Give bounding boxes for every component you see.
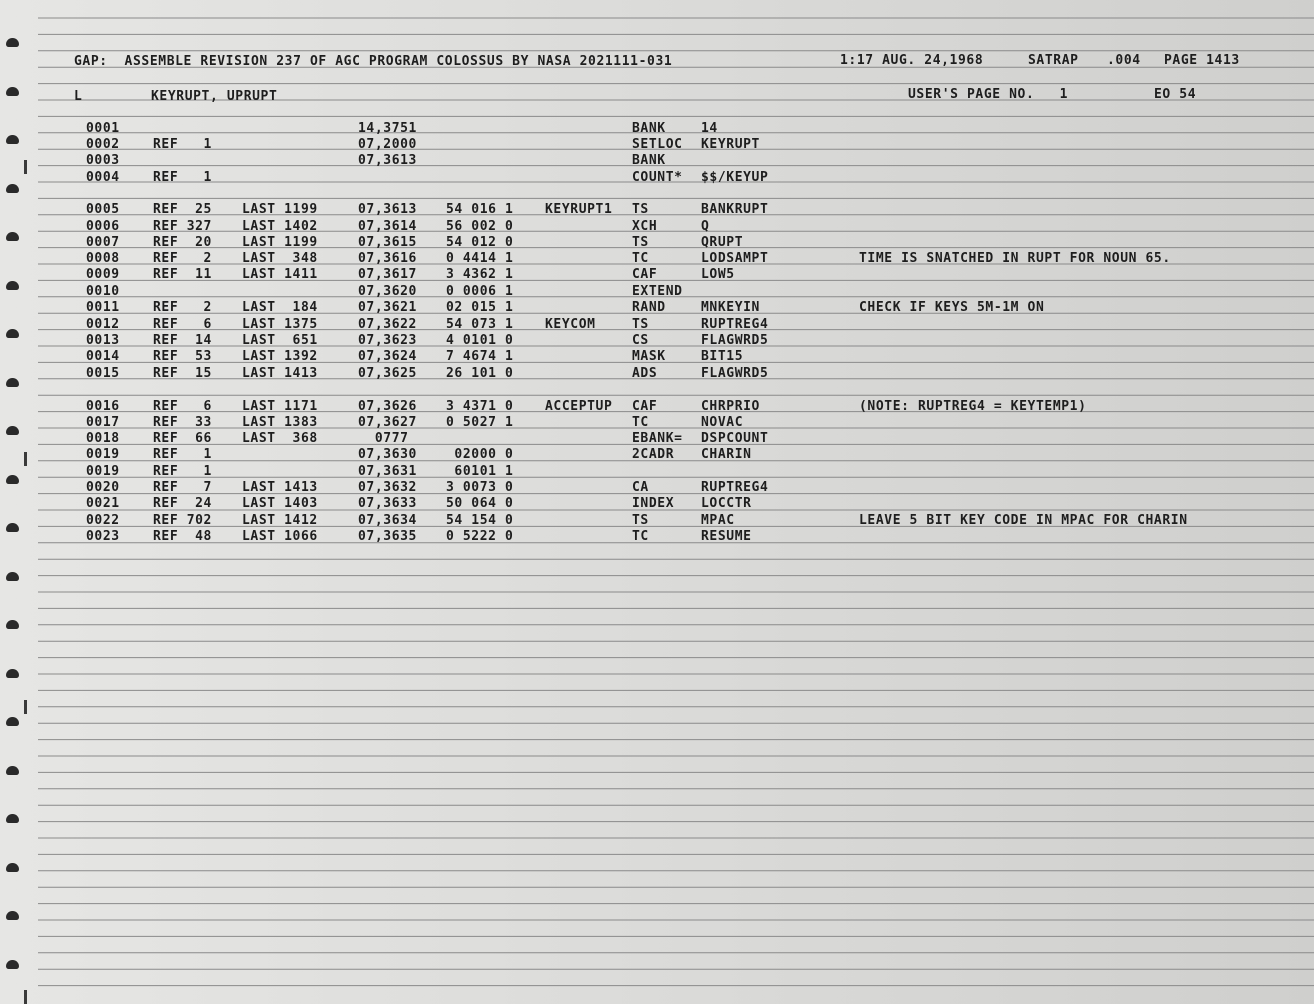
ref-count: REF 702 (153, 513, 212, 528)
object-word: 4 0101 0 (446, 333, 514, 348)
opcode: SETLOC (632, 137, 683, 152)
ref-count: REF 11 (153, 267, 212, 282)
object-word: 02 015 1 (446, 300, 514, 315)
feed-hole (6, 135, 19, 144)
address: 07,3613 (358, 202, 417, 217)
opcode: COUNT* (632, 170, 683, 185)
opcode: CA (632, 480, 649, 495)
opcode: INDEX (632, 496, 675, 511)
ref-count: REF 6 (153, 317, 212, 332)
feed-hole (6, 87, 19, 96)
opcode: EBANK= (632, 431, 683, 446)
ref-count: REF 6 (153, 399, 212, 414)
ref-count: REF 1 (153, 170, 212, 185)
address: 07,3621 (358, 300, 417, 315)
object-word: 3 4362 1 (446, 267, 514, 282)
header-code: .004 (1107, 53, 1141, 68)
feed-hole (6, 863, 19, 872)
last-reference: LAST 1383 (242, 415, 318, 430)
subheader-title: KEYRUPT, UPRUPT (151, 89, 278, 104)
line-number: 0001 (86, 121, 120, 136)
line-number: 0010 (86, 284, 120, 299)
address: 07,3624 (358, 349, 417, 364)
object-word: 54 016 1 (446, 202, 514, 217)
opcode: CAF (632, 267, 658, 282)
address: 07,3632 (358, 480, 417, 495)
feed-hole (6, 766, 19, 775)
ref-count: REF 2 (153, 300, 212, 315)
line-number: 0003 (86, 153, 120, 168)
last-reference: LAST 1375 (242, 317, 318, 332)
ref-count: REF 1 (153, 447, 212, 462)
ref-count: REF 2 (153, 251, 212, 266)
operand: RUPTREG4 (701, 480, 769, 495)
last-reference: LAST 1402 (242, 219, 318, 234)
line-number: 0013 (86, 333, 120, 348)
address: 14,3751 (358, 121, 417, 136)
operand: KEYRUPT (701, 137, 760, 152)
ref-count: REF 20 (153, 235, 212, 250)
ref-count: REF 1 (153, 137, 212, 152)
symbol-label: ACCEPTUP (545, 399, 613, 414)
eo-number: EO 54 (1154, 87, 1197, 102)
feed-hole (6, 669, 19, 678)
operand: LOCCTR (701, 496, 752, 511)
operand: CHRPRIO (701, 399, 760, 414)
ref-count: REF 33 (153, 415, 212, 430)
operand: RESUME (701, 529, 752, 544)
opcode: 2CADR (632, 447, 675, 462)
object-word: 60101 1 (446, 464, 514, 479)
feed-hole (6, 572, 19, 581)
ref-count: REF 48 (153, 529, 212, 544)
comment: LEAVE 5 BIT KEY CODE IN MPAC FOR CHARIN (859, 513, 1188, 528)
feed-hole (6, 232, 19, 241)
operand: FLAGWRD5 (701, 333, 769, 348)
last-reference: LAST 368 (242, 431, 318, 446)
last-reference: LAST 1411 (242, 267, 318, 282)
address: 07,3616 (358, 251, 417, 266)
feed-hole (6, 426, 19, 435)
last-reference: LAST 184 (242, 300, 318, 315)
line-number: 0019 (86, 464, 120, 479)
last-reference: LAST 1066 (242, 529, 318, 544)
line-number: 0015 (86, 366, 120, 381)
ref-count: REF 7 (153, 480, 212, 495)
operand: MNKEYIN (701, 300, 760, 315)
operand: 14 (701, 121, 718, 136)
symbol-label: KEYRUPT1 (545, 202, 613, 217)
line-number: 0008 (86, 251, 120, 266)
opcode: TC (632, 251, 649, 266)
users-page-number: USER'S PAGE NO. 1 (908, 87, 1069, 102)
feed-hole (6, 184, 19, 193)
address: 07,3626 (358, 399, 417, 414)
address: 07,3625 (358, 366, 417, 381)
address: 07,3623 (358, 333, 417, 348)
subheader-marker: L (74, 89, 83, 104)
object-word: 0 5027 1 (446, 415, 514, 430)
last-reference: LAST 1392 (242, 349, 318, 364)
operand: RUPTREG4 (701, 317, 769, 332)
address: 0777 (358, 431, 409, 446)
opcode: TC (632, 415, 649, 430)
line-number: 0022 (86, 513, 120, 528)
line-number: 0011 (86, 300, 120, 315)
address: 07,3620 (358, 284, 417, 299)
opcode: RAND (632, 300, 666, 315)
object-word: 02000 0 (446, 447, 514, 462)
feed-hole (6, 523, 19, 532)
last-reference: LAST 1171 (242, 399, 318, 414)
object-word: 3 4371 0 (446, 399, 514, 414)
address: 07,3615 (358, 235, 417, 250)
address: 07,2000 (358, 137, 417, 152)
operand: LOW5 (701, 267, 735, 282)
perforation-mark (24, 452, 27, 466)
operand: BANKRUPT (701, 202, 769, 217)
opcode: EXTEND (632, 284, 683, 299)
line-number: 0019 (86, 447, 120, 462)
header-title: GAP: ASSEMBLE REVISION 237 OF AGC PROGRAM COLOSSUS BY NASA 2021111-031 (74, 54, 673, 69)
feed-hole (6, 475, 19, 484)
ref-count: REF 53 (153, 349, 212, 364)
operand: BIT15 (701, 349, 744, 364)
opcode: XCH (632, 219, 658, 234)
line-number: 0020 (86, 480, 120, 495)
header-user: SATRAP (1028, 53, 1079, 68)
address: 07,3630 (358, 447, 417, 462)
perforation-mark (24, 160, 27, 174)
opcode: MASK (632, 349, 666, 364)
operand: Q (701, 219, 710, 234)
line-number: 0014 (86, 349, 120, 364)
address: 07,3633 (358, 496, 417, 511)
operand: DSPCOUNT (701, 431, 769, 446)
object-word: 7 4674 1 (446, 349, 514, 364)
ref-count: REF 25 (153, 202, 212, 217)
object-word: 56 002 0 (446, 219, 514, 234)
feed-hole (6, 814, 19, 823)
symbol-label: KEYCOM (545, 317, 596, 332)
feed-hole (6, 378, 19, 387)
address: 07,3614 (358, 219, 417, 234)
object-word: 0 4414 1 (446, 251, 514, 266)
ref-count: REF 14 (153, 333, 212, 348)
ref-count: REF 15 (153, 366, 212, 381)
line-number: 0007 (86, 235, 120, 250)
object-word: 26 101 0 (446, 366, 514, 381)
feed-hole (6, 329, 19, 338)
feed-hole (6, 38, 19, 47)
feed-hole (6, 620, 19, 629)
comment: CHECK IF KEYS 5M-1M ON (859, 300, 1045, 315)
address: 07,3617 (358, 267, 417, 282)
object-word: 54 154 0 (446, 513, 514, 528)
last-reference: LAST 1199 (242, 202, 318, 217)
last-reference: LAST 1403 (242, 496, 318, 511)
ref-count: REF 327 (153, 219, 212, 234)
object-word: 50 064 0 (446, 496, 514, 511)
address: 07,3631 (358, 464, 417, 479)
operand: NOVAC (701, 415, 744, 430)
opcode: BANK (632, 121, 666, 136)
perforation-mark (24, 700, 27, 714)
line-number: 0023 (86, 529, 120, 544)
line-number: 0002 (86, 137, 120, 152)
operand: FLAGWRD5 (701, 366, 769, 381)
opcode: TS (632, 513, 649, 528)
line-number: 0016 (86, 399, 120, 414)
header-timestamp: 1:17 AUG. 24,1968 (840, 53, 984, 68)
comment: (NOTE: RUPTREG4 = KEYTEMP1) (859, 399, 1087, 414)
opcode: TC (632, 529, 649, 544)
line-number: 0005 (86, 202, 120, 217)
address: 07,3613 (358, 153, 417, 168)
address: 07,3622 (358, 317, 417, 332)
object-word: 54 073 1 (446, 317, 514, 332)
last-reference: LAST 348 (242, 251, 318, 266)
address: 07,3635 (358, 529, 417, 544)
operand: MPAC (701, 513, 735, 528)
opcode: TS (632, 317, 649, 332)
address: 07,3627 (358, 415, 417, 430)
feed-hole (6, 911, 19, 920)
ref-count: REF 24 (153, 496, 212, 511)
object-word: 0 0006 1 (446, 284, 514, 299)
ref-count: REF 1 (153, 464, 212, 479)
operand: CHARIN (701, 447, 752, 462)
line-number: 0009 (86, 267, 120, 282)
line-number: 0004 (86, 170, 120, 185)
opcode: BANK (632, 153, 666, 168)
line-number: 0021 (86, 496, 120, 511)
line-number: 0006 (86, 219, 120, 234)
feed-hole (6, 717, 19, 726)
opcode: CS (632, 333, 649, 348)
opcode: TS (632, 202, 649, 217)
object-word: 54 012 0 (446, 235, 514, 250)
line-number: 0017 (86, 415, 120, 430)
object-word: 0 5222 0 (446, 529, 514, 544)
last-reference: LAST 1199 (242, 235, 318, 250)
comment: TIME IS SNATCHED IN RUPT FOR NOUN 65. (859, 251, 1171, 266)
line-number: 0018 (86, 431, 120, 446)
header-page-number: PAGE 1413 (1164, 53, 1240, 68)
last-reference: LAST 1413 (242, 366, 318, 381)
opcode: TS (632, 235, 649, 250)
operand: LODSAMPT (701, 251, 769, 266)
operand: QRUPT (701, 235, 744, 250)
last-reference: LAST 1413 (242, 480, 318, 495)
feed-hole (6, 281, 19, 290)
last-reference: LAST 651 (242, 333, 318, 348)
operand: $$/KEYUP (701, 170, 769, 185)
object-word: 3 0073 0 (446, 480, 514, 495)
opcode: CAF (632, 399, 658, 414)
last-reference: LAST 1412 (242, 513, 318, 528)
address: 07,3634 (358, 513, 417, 528)
feed-hole (6, 960, 19, 969)
opcode: ADS (632, 366, 658, 381)
line-number: 0012 (86, 317, 120, 332)
perforation-mark (24, 990, 27, 1004)
ref-count: REF 66 (153, 431, 212, 446)
